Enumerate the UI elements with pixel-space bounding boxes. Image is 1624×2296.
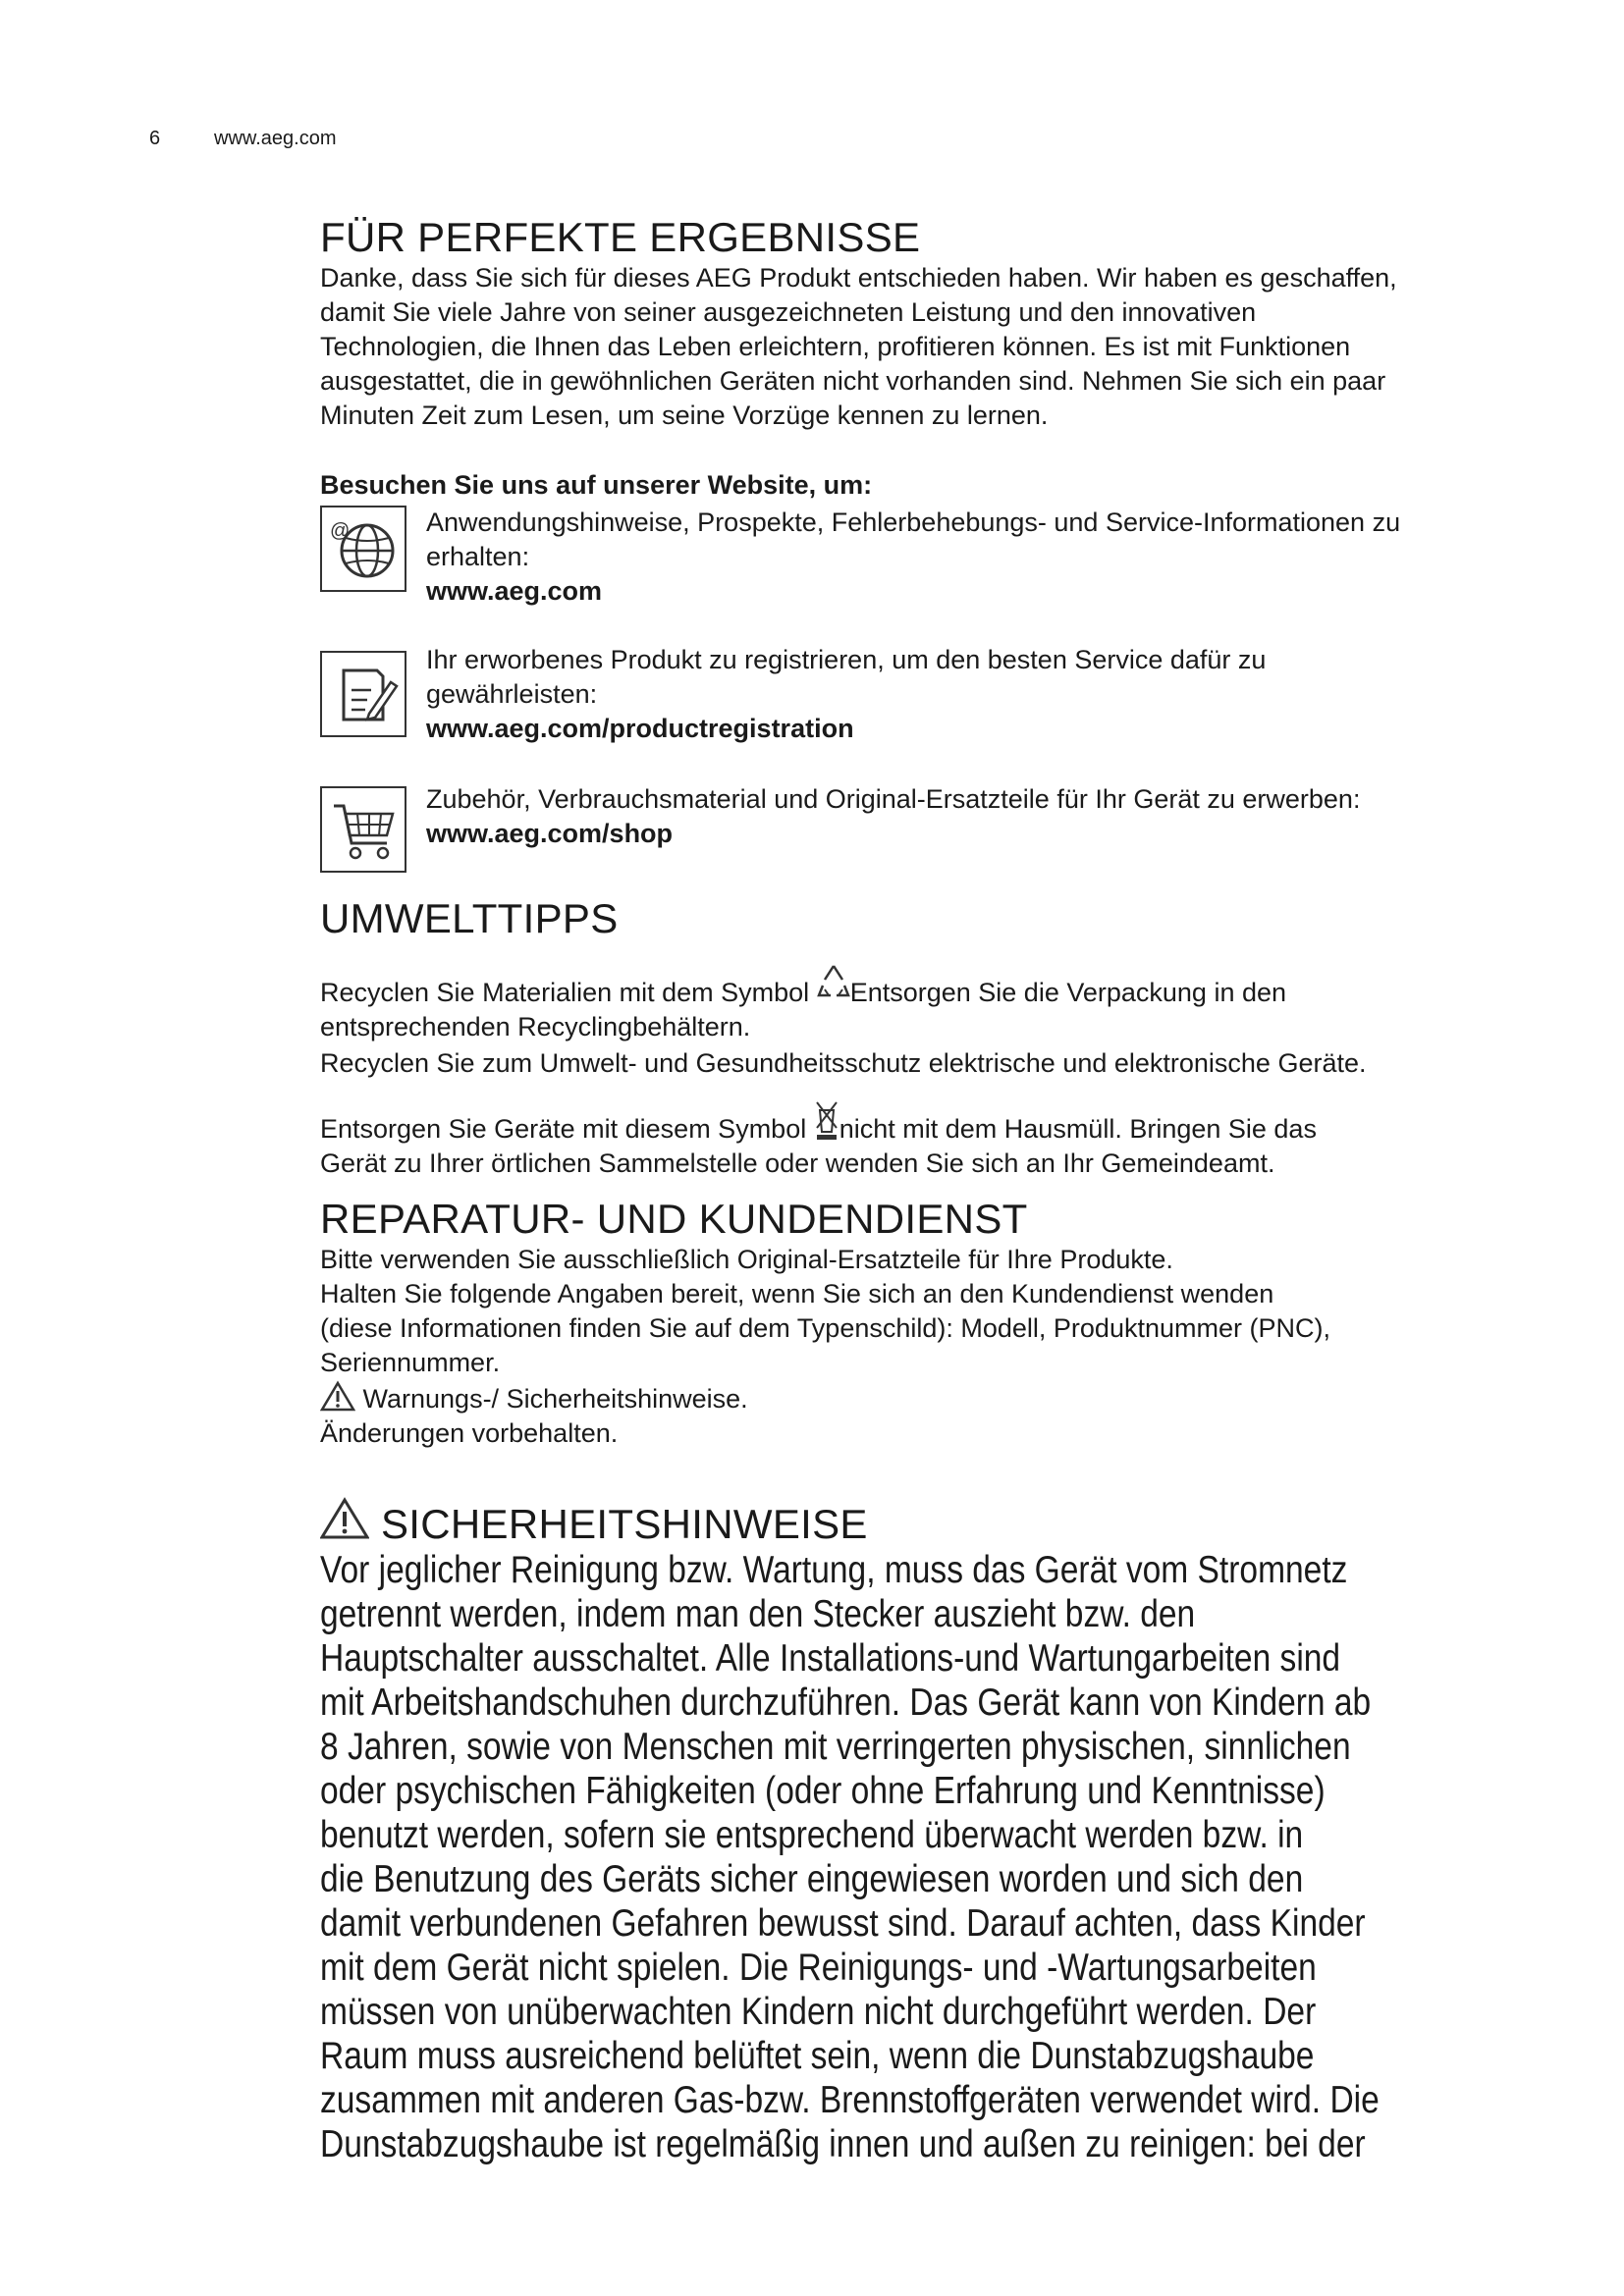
safety-line: zusammen mit anderen Gas-bzw. Brennstoffgeräten verwendet wird. Die: [320, 2079, 1380, 2121]
safety-line: mit dem Gerät nicht spielen. Die Reinigungs- und -Wartungsarbeiten: [320, 1947, 1317, 1989]
env-line: Recyclen Sie Materialien mit dem Symbol Entsorgen Sie die Verpackung in den: [320, 962, 1538, 1010]
results-section: [320, 214, 1538, 433]
results-line: damit Sie viele Jahre von seiner ausgezeichneten Leistung und den innovativen: [320, 297, 1257, 327]
visit-text: Zubehör, Verbrauchsmaterial und Original-Ersatzteile für Ihr Gerät zu erwerben:: [426, 784, 1361, 814]
safety-line: 8 Jahren, sowie von Menschen mit verringerten physischen, sinnlichen: [320, 1726, 1351, 1768]
repair-title: REPARATUR- UND KUNDENDIENST: [320, 1196, 1028, 1242]
results-line: Minuten Zeit zum Lesen, um seine Vorzüge kennen zu lernen.: [320, 400, 1049, 430]
safety-line: benutzt werden, sofern sie entsprechend überwacht werden bzw. in: [320, 1814, 1304, 1856]
safety-line: die Benutzung des Geräts sicher eingewiesen worden und sich den: [320, 1858, 1304, 1900]
visit-item-website: [320, 506, 1538, 604]
results-line: Technologien, die Ihnen das Leben erleichtern, profitieren können. Es ist mit Funktionen: [320, 332, 1351, 361]
env-line: entsprechenden Recyclingbehältern.: [320, 1012, 751, 1041]
weee-bin-icon: [814, 1098, 839, 1147]
safety-line: Dunstabzugshaube ist regelmäßig innen und außen zu reinigen: bei der: [320, 2123, 1366, 2165]
repair-line: (diese Informationen finden Sie auf dem Typenschild): Modell, Produktnummer (PNC),: [320, 1313, 1330, 1343]
safety-line: oder psychischen Fähigkeiten (oder ohne Erfahrung und Kenntnisse): [320, 1770, 1326, 1812]
env-line: Gerät zu Ihrer örtlichen Sammelstelle oder wenden Sie sich an Ihr Gemeindeamt.: [320, 1148, 1275, 1178]
warning-icon: [320, 1380, 355, 1416]
shopping-cart-icon: [320, 786, 406, 873]
link-registration[interactable]: www.aeg.com/productregistration: [426, 714, 854, 743]
results-line: Danke, dass Sie sich für dieses AEG Produkt entschieden haben. Wir haben es geschaffen,: [320, 263, 1397, 293]
visit-text: Anwendungshinweise, Prospekte, Fehlerbehebungs- und Service-Informationen zu: [426, 507, 1401, 537]
globe-icon: [320, 506, 406, 592]
env-line: Recyclen Sie zum Umwelt- und Gesundheitsschutz elektrische und elektronische Geräte.: [320, 1048, 1367, 1078]
repair-warning: Warnungs-/ Sicherheitshinweise.: [320, 1380, 1538, 1416]
env-line: Entsorgen Sie Geräte mit diesem Symbol nicht mit dem Hausmüll. Bringen Sie das: [320, 1098, 1538, 1147]
safety-line: Hauptschalter ausschaltet. Alle Installations-und Wartungarbeiten sind: [320, 1637, 1341, 1680]
safety-section: [320, 1497, 1538, 2166]
safety-line: mit Arbeitshandschuhen durchzuführen. Das Gerät kann von Kindern ab: [320, 1682, 1372, 1724]
repair-line: Halten Sie folgende Angaben bereit, wenn Sie sich an den Kundendienst wenden: [320, 1279, 1274, 1308]
visit-text: gewährleisten:: [426, 679, 598, 709]
repair-line: Seriennummer.: [320, 1348, 501, 1377]
env-title: UMWELTTIPPS: [320, 895, 619, 941]
recycle-icon: [817, 962, 850, 1010]
repair-section: [320, 1196, 1538, 1451]
visit-item-shop: [320, 782, 1538, 881]
safety-line: müssen von unüberwachten Kindern nicht durchgeführt werden. Der: [320, 1991, 1317, 2033]
link-shop[interactable]: www.aeg.com/shop: [426, 819, 674, 848]
svg-text:@: @: [330, 520, 351, 542]
safety-line: Raum muss ausreichend belüftet sein, wenn die Dunstabzugshaube: [320, 2035, 1315, 2077]
page-number: 6: [149, 128, 161, 149]
results-line: ausgestattet, die in gewöhnlichen Geräten nicht vorhanden sind. Nehmen Sie sich ein paar: [320, 366, 1386, 396]
visit-heading: Besuchen Sie uns auf unserer Website, um:: [320, 470, 873, 500]
header-url: www.aeg.com: [214, 128, 337, 149]
link-website[interactable]: www.aeg.com: [426, 576, 603, 606]
safety-line: Vor jeglicher Reinigung bzw. Wartung, muss das Gerät vom Stromnetz: [320, 1549, 1348, 1591]
warning-icon: [320, 1497, 369, 1548]
env-section: [320, 895, 1538, 1181]
registration-icon: [320, 651, 406, 737]
safety-line: damit verbundenen Gefahren bewusst sind. Darauf achten, dass Kinder: [320, 1902, 1366, 1945]
repair-changes: Änderungen vorbehalten.: [320, 1418, 619, 1448]
safety-line: getrennt werden, indem man den Stecker auszieht bzw. den: [320, 1593, 1196, 1635]
safety-body: [320, 1548, 1380, 2166]
visit-item-registration: [320, 643, 1538, 741]
visit-text: erhalten:: [426, 542, 530, 571]
results-title: FÜR PERFEKTE ERGEBNISSE: [320, 214, 921, 260]
visit-text: Ihr erworbenes Produkt zu registrieren, um den besten Service dafür zu: [426, 645, 1267, 674]
safety-title: SICHERHEITSHINWEISE: [320, 1497, 1538, 1548]
repair-line: Bitte verwenden Sie ausschließlich Original-Ersatzteile für Ihre Produkte.: [320, 1245, 1173, 1274]
